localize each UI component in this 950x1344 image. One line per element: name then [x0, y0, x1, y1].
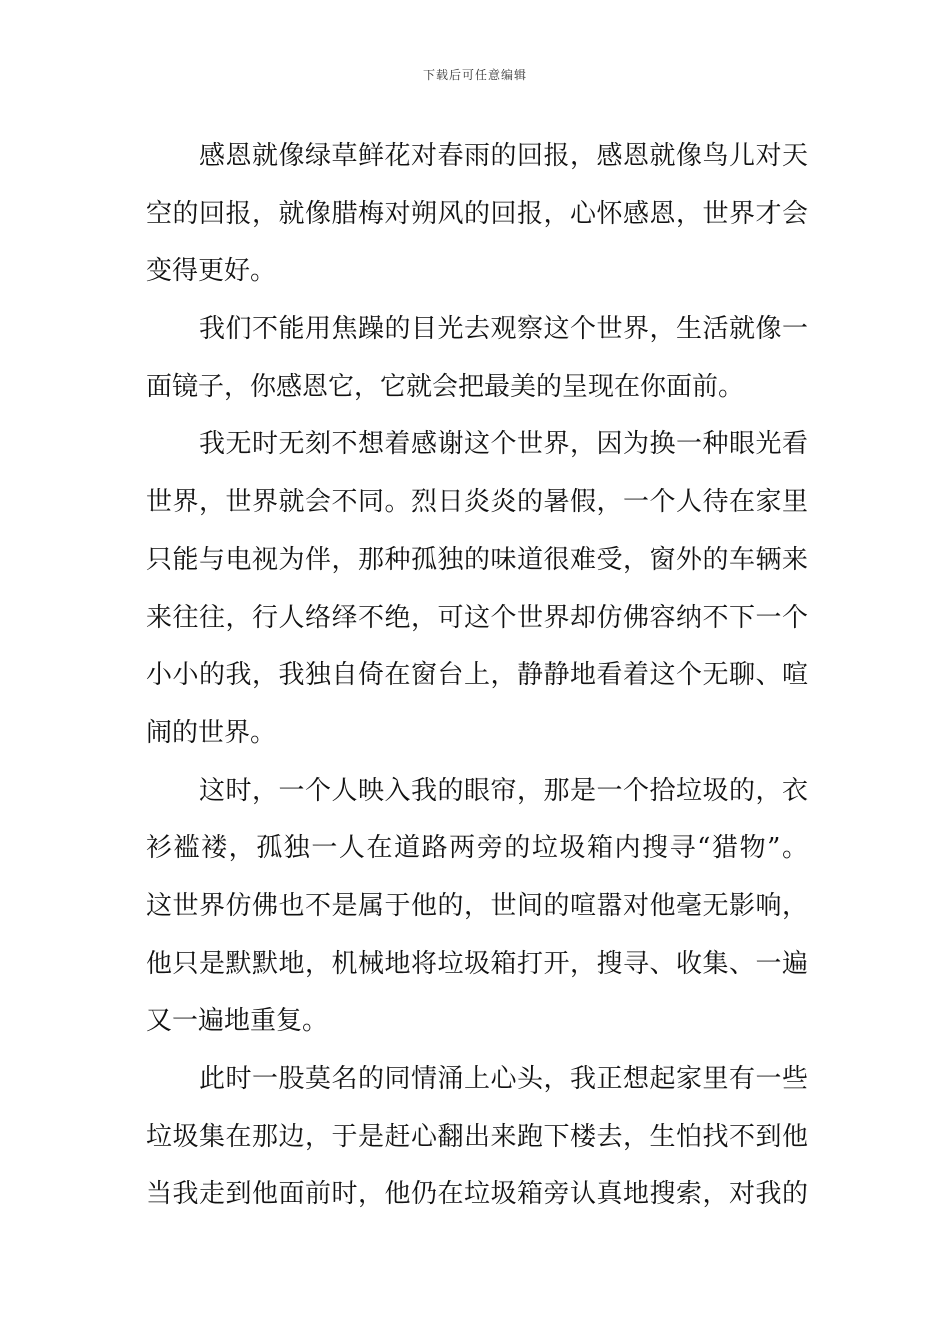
text-line: 变得更好。	[146, 256, 277, 287]
text-line: 此时一股莫名的同情涌上心头，我正想起家里有一些	[199, 1064, 808, 1094]
text-line: 小小的我，我独自倚在窗台上，静静地看着这个无聊、喧	[146, 660, 808, 691]
text-line: 来往往，行人络绎不绝，可这个世界却仿佛容纳不下一个	[146, 602, 808, 633]
text-line: 他只是默默地，机械地将垃圾箱打开，搜寻、收集、一遍	[146, 948, 808, 979]
body-text	[146, 128, 808, 1224]
text-line: 感恩就像绿草鲜花对春雨的回报，感恩就像鸟儿对天	[199, 141, 808, 171]
text-line: 当我走到他面前时，他仍在垃圾箱旁认真地搜索，对我的	[146, 1179, 808, 1210]
text-line: 只能与电视为伴，那种孤独的味道很难受，窗外的车辆来	[146, 544, 808, 575]
text-line: 衫褴褛，孤独一人在道路两旁的垃圾箱内搜寻“猎物”。	[146, 833, 808, 864]
text-line: 我们不能用焦躁的目光去观察这个世界，生活就像一	[199, 314, 808, 345]
text-line: 空的回报，就像腊梅对朔风的回报，心怀感恩，世界才会	[146, 198, 808, 229]
text-line: 这世界仿佛也不是属于他的，世间的喧嚣对他毫无影响，	[146, 890, 808, 921]
text-line: 这时，一个人映入我的眼帘，那是一个拾垃圾的，衣	[199, 775, 808, 806]
text-line: 面镜子，你感恩它，它就会把最美的呈现在你面前。	[146, 371, 745, 402]
text-line: 我无时无刻不想着感谢这个世界，因为换一种眼光看	[199, 429, 808, 460]
header-note: 下载后可任意编辑	[422, 68, 527, 82]
text-line: 垃圾集在那边，于是赶心翻出来跑下楼去，生怕找不到他	[146, 1121, 808, 1152]
text-line: 闹的世界。	[146, 717, 277, 748]
text-line: 世界，世界就会不同。烈日炎炎的暑假，一个人待在家里	[146, 487, 808, 518]
text-line: 又一遍地重复。	[146, 1006, 329, 1037]
